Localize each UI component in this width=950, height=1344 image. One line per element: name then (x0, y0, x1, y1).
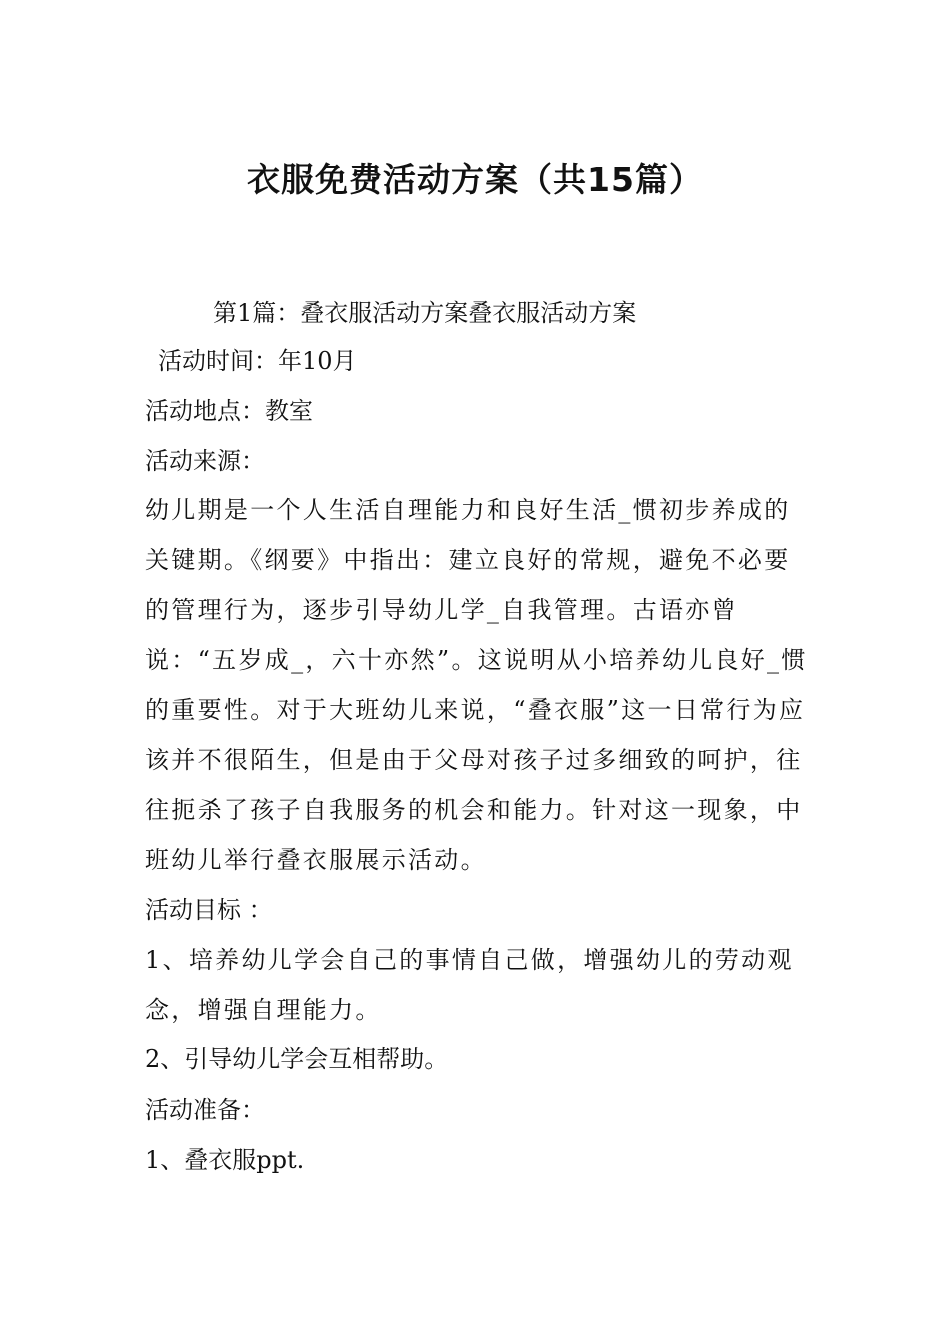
section-heading: 第1篇：叠衣服活动方案叠衣服活动方案 (213, 299, 637, 327)
goal-item-1: 1、培养幼儿学会自己的事情自己做，增强幼儿的劳动观念，增强自理能力。 (145, 946, 794, 1024)
goal-item-2: 2、引导幼儿学会互相帮助。 (145, 1045, 449, 1073)
activity-goals-label: 活动目标 ： (145, 896, 273, 924)
source-paragraph: 幼儿期是一个人生活自理能力和良好生活_惯初步养成的关键期。《纲要》中指出：建立良好的常规，避免不必要的管理行为，逐步引导幼儿学_自我管理。古语亦曾说：“五岁成_，六十亦然”。这说明从小培养幼儿良好_惯的重要性。对于大班幼儿来说，“叠衣服”这一日常行为应该并不很陌生，但是由于父母对孩子过多细致的呵护，往往扼杀了孩子自我服务的机会和能力。针对这一现象，中班幼儿举行叠衣服展示活动。 (145, 496, 808, 874)
activity-source-label: 活动来源： (145, 447, 265, 475)
activity-time: 活动时间：年10月 (158, 347, 357, 375)
activity-place: 活动地点：教室 (145, 397, 313, 425)
activity-preparation-label: 活动准备： (145, 1096, 265, 1124)
document-title: 衣服免费活动方案（共15篇） (247, 160, 703, 199)
preparation-item-1: 1、叠衣服ppt. (145, 1146, 305, 1174)
